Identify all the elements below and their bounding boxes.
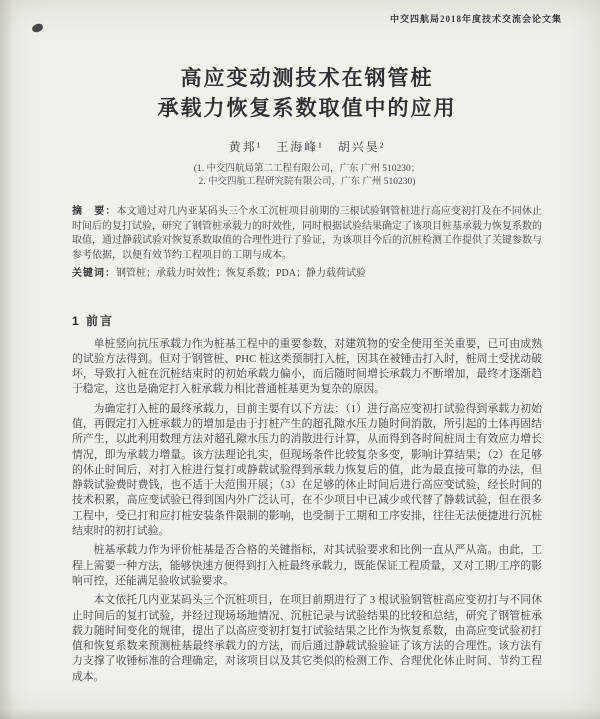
paper-title [72, 64, 542, 124]
scan-ink-blot-artifact [31, 23, 43, 33]
proceedings-header: 中交四航局2018年度技术交流会论文集 [389, 14, 562, 24]
paragraph: 为确定打入桩的最终承载力，目前主要有以下方法：（1）进行高应变初打试验得到承载力初始值，再假定打入桩承载力的增加是由于打桩产生的超孔隙水压力随时间消散，所引起的土体再固结所产生，以此利用数理方法对超孔隙水压力的消散进行计算，从而得到各时间桩周土有效应力增长情况，即为承载力增量。该方法理论扎实，但现场条件比较复杂多变，影响计算结果；（2）在足够的休止时间后，对打入桩进行复打或静载试验得到承载力恢复后的值，此为最直接可靠的办法，但静载试验费时费钱，也不适于大范围开展；（3）在足够的休止时间后进行高应变试验，经长时间的技术积累，高应变试验已得到国内外广泛认可，在不少项目中已减少或代替了静载试验，但在很多工程中，受已打和应打桩安装条件限制的影响，也受制于工期和工序安排，往往无法便捷进行沉桩结束时的初打试验。 [72, 402, 542, 538]
abstract-block [72, 205, 542, 263]
affiliation-line-1: (1. 中交四航局第二工程有限公司，广东 广州 510230； [193, 164, 421, 174]
scan-edge-shadow-bottom [0, 709, 600, 719]
paragraph: 桩基承载力作为评价桩基是否合格的关键指标，对其试验要求和比例一直从严从高。由此，工程上需要一种方法，能够快速方便得到打入桩最终承载力，既能保证工程质量，又对工期/工序的影响可控，还能满足验收试验要求。 [72, 544, 542, 587]
keywords-block [72, 267, 542, 282]
affiliations-block [72, 163, 542, 189]
paper-title-line-2: 承载力恢复系数取值中的应用 [157, 97, 457, 120]
keywords-label: 关键词： [72, 268, 116, 279]
affiliation-line-2: 2. 中交四航工程研究院有限公司，广东 广州 510230) [198, 177, 416, 187]
paragraph: 单桩竖向抗压承载力作为桩基工程中的重要参数，对建筑物的安全使用至关重要，已可由成熟的试验方法得到。但对于钢管桩、PHC 桩这类预制打入桩，因其在被锤击打入时，桩周土受扰动破坏，导致打入桩在沉桩结束时的初始承载力偏小，而后随时间增长承载力不断增加，最终才逐渐趋于稳定，这也是确定打入桩承载力相比普通桩基更为复杂的原因。 [72, 337, 542, 396]
authors-line: 黄邦¹ 王海峰¹ 胡兴昊² [228, 140, 386, 154]
page-content [72, 0, 542, 689]
section-heading-introduction: 1 前言 [72, 313, 115, 328]
paper-title-line-1: 高应变动测技术在钢管桩 [180, 67, 434, 90]
introduction-body [72, 337, 542, 686]
keywords-text: 钢管桩；承载力时效性；恢复系数；PDA；静力载荷试验 [116, 268, 367, 279]
paragraph: 本文依托几内亚某码头三个沉桩项目，在项目前期进行了 3 根试验钢管桩高应变初打与不同休止时间后的复打试验，并经过现场场地情况、沉桩记录与试验结果的比较和总结，研究了钢管桩承载力随时间变化的规律，提出了以高应变初打复打试验结果之比作为恢复系数，由高应变试验初打值和恢复系数来预测桩基最终承载力的方法，而后通过静载试验验证了该方法的合理性。该方法有力支撑了收锤标准的合理确定，对该项目以及其它类似的检测工作、合理优化休止时间、节约工程成本。 [72, 594, 542, 683]
abstract-label: 摘 要： [72, 206, 117, 217]
abstract-text: 本文通过对几内亚某码头三个水工沉桩项目前期的三根试验钢管桩进行高应变初打及在不同休止时间后的复打试验，研究了钢管桩承载力的时效性，同时根据试验结果确定了该项目桩基承载力恢复系数的取值，通过静载试验对恢复系数取值的合理性进行了验证，为该项目今后的沉桩检测工作提供了关键参数与参考依据，以便有效节约工程项目的工期与成本。 [72, 206, 543, 261]
scan-edge-shadow-left [0, 0, 14, 719]
